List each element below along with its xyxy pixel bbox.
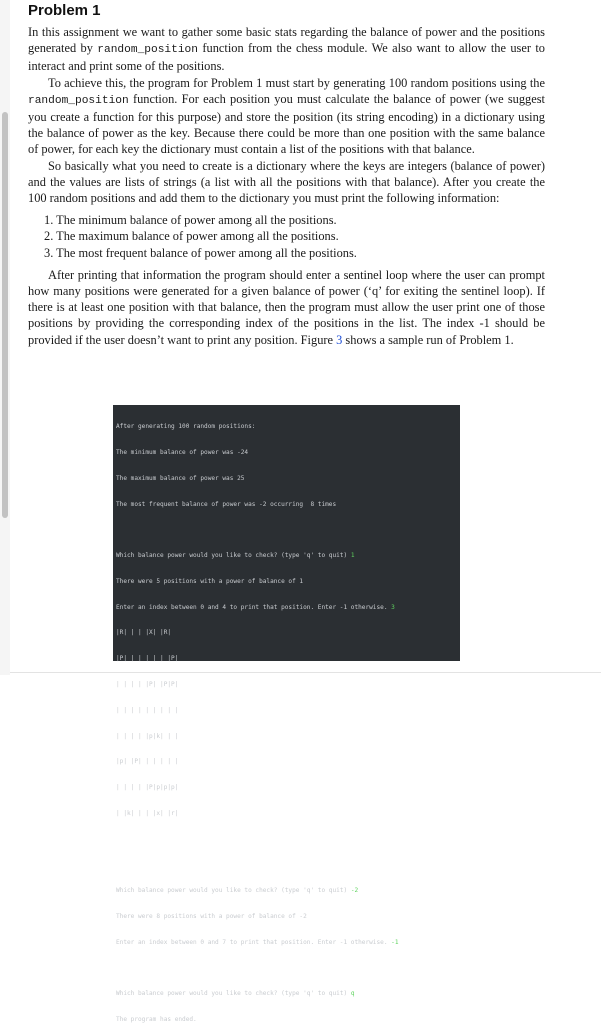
board-row: | | | | |P|p|p|p| <box>116 784 179 792</box>
terminal-line: The program has ended. <box>116 1016 197 1024</box>
list-text: The most frequent balance of power among all the positions. <box>56 245 357 260</box>
board-row: | | | | | | | | | <box>116 706 179 714</box>
terminal-user-input: q <box>350 990 355 998</box>
terminal-prompt: Enter an index between 0 and 7 to print that position. Enter -1 otherwise. <box>116 938 392 946</box>
stats-list <box>28 212 545 261</box>
terminal-sample-run <box>113 405 460 1024</box>
para2-text-2: function. For each position you must calculate the balance of power (we suggest you create a function for this purpose) and store the position (its string encoding) in a dictionary using the balance of power as the key. Because there could be more than one position with the same balance of power, for each key the dictionary must contain a list of the positions with that balance. <box>28 91 545 157</box>
terminal-prompt: Which balance power would you like to check? (type 'q' to quit) <box>116 887 351 895</box>
terminal-user-input: 1 <box>350 552 355 560</box>
board-row: |P| | | | | | |P| <box>116 655 179 663</box>
terminal-line: After generating 100 random positions: <box>116 423 256 431</box>
intro-text-2: function from the chess module. We also want to allow the user to interact and print some of the positions. <box>28 41 545 74</box>
paragraph-3: So basically what you need to create is a dictionary where the keys are integers (balance of power) and the values are lists of strings (a list with all the positions with that balance). After you create the 100 random positions and add them to the dictionary you must print the following information: <box>28 158 545 206</box>
terminal-prompt-line <box>116 552 457 561</box>
list-item <box>28 228 545 244</box>
scrollbar-thumb[interactable] <box>2 112 8 518</box>
para2-text-1: To achieve this, the program for Problem 1 must start by generating 100 random positions using the <box>48 75 545 90</box>
list-item <box>28 212 545 228</box>
paragraph-4 <box>28 267 545 348</box>
para4-text-1: After printing that information the program should enter a sentinel loop where the user can prompt how many positions were generated for a given balance of power (‘q’ for exiting the sentinel loop). If there is at least one position with that balance, then the program must allow the user print one of those positions by providing the corresponding index of the positions in the list. The index -1 should be provided if the user doesn’t want to print any position. Figure <box>28 267 545 347</box>
scrollbar-track[interactable] <box>0 0 10 675</box>
figure-link[interactable]: 3 <box>336 332 343 347</box>
terminal-prompt: Enter an index between 0 and 4 to print that position. Enter -1 otherwise. <box>116 603 392 611</box>
para4-text-2: shows a sample run of Problem 1. <box>342 332 514 347</box>
para2-code: random_position <box>28 94 129 107</box>
list-text: The minimum balance of power among all the positions. <box>56 213 337 228</box>
terminal-prompt: Which balance power would you like to check? (type 'q' to quit) <box>116 990 351 998</box>
problem-title: Problem 1 <box>28 2 101 19</box>
list-text: The maximum balance of power among all the positions. <box>56 229 339 244</box>
terminal-line: The maximum balance of power was 25 <box>116 474 245 482</box>
terminal-prompt-line <box>116 604 457 613</box>
list-number: 3. <box>44 245 54 260</box>
intro-code: random_position <box>97 44 198 57</box>
terminal-line: There were 8 positions with a power of balance of -2 <box>116 913 307 921</box>
list-number: 2. <box>44 229 54 244</box>
terminal-user-input: -2 <box>350 887 359 895</box>
intro-paragraph <box>28 24 545 75</box>
board-row: | | | | |P| |P|P| <box>116 681 179 688</box>
list-number: 1. <box>44 213 54 228</box>
intro-text-1: In this assignment we want to gather some basic stats regarding the balance of power and the positions generated by <box>28 25 545 56</box>
terminal-line: The most frequent balance of power was -2 occurring 8 times <box>116 500 337 508</box>
terminal-prompt-line <box>116 887 457 896</box>
board-row: |p| |P| | | | | | <box>116 758 179 766</box>
terminal-prompt-line <box>116 939 457 948</box>
page-bottom-divider <box>10 672 601 673</box>
terminal-user-input: -1 <box>391 938 399 946</box>
list-item <box>28 245 545 261</box>
terminal-line: There were 5 positions with a power of balance of 1 <box>116 577 304 585</box>
terminal-prompt: Which balance power would you like to check? (type 'q' to quit) <box>116 552 351 560</box>
board-row: | | | | |p|k| | | <box>116 732 179 740</box>
board-row: | |k| | | |x| |r| <box>116 809 179 817</box>
terminal-prompt-line <box>116 990 457 999</box>
terminal-line: The minimum balance of power was -24 <box>116 448 249 456</box>
board-row: |R| | | |X| |R| <box>116 629 172 637</box>
document-body <box>28 24 545 348</box>
paragraph-2 <box>28 75 545 158</box>
terminal-user-input: 3 <box>391 603 395 611</box>
